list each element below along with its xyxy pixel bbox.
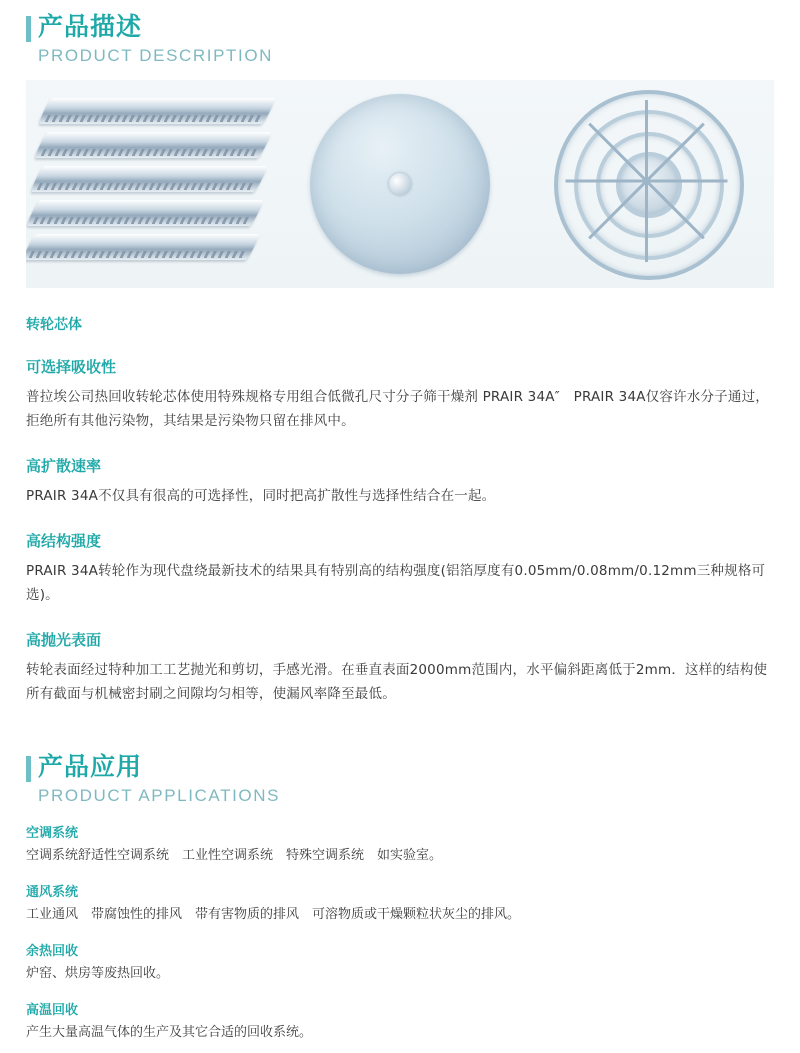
application-text-air-conditioning: 空调系统舒适性空调系统 工业性空调系统 特殊空调系统 如实验室。 (26, 848, 443, 863)
wheel-spoke (646, 180, 728, 183)
applications-list (26, 822, 774, 1044)
disc-hub-icon (389, 173, 411, 195)
blade-layer (38, 98, 277, 124)
wheel-illustration (554, 90, 744, 280)
blade-layer (26, 200, 264, 226)
blade-layer (26, 234, 260, 260)
application-title-waste-heat-recovery: 余热回收 (26, 944, 79, 959)
section-heading-product-applications (26, 752, 774, 808)
rotor-disc-photo (276, 80, 524, 288)
application-title-high-temperature-recovery: 高温回收 (26, 1003, 79, 1018)
wheel-spoke (566, 180, 648, 183)
feature-text-high-diffusion-rate: PRAIR 34A不仅具有很高的可选择性，同时把高扩散性与选择性结合在一起。 (26, 488, 496, 504)
feature-title-high-structural-strength: 高结构强度 (26, 532, 102, 550)
blade-stack-illustration (34, 96, 270, 272)
feature-text-high-polished-surface: 转轮表面经过特种加工工艺抛光和剪切，手感光滑。在垂直表面2000mm范围内，水平偏斜距离低于2mm．这样的结构使所有截面与机械密封刷之间隙均匀相等，使漏风率降至最低。 (26, 662, 768, 702)
section-product-description (26, 0, 774, 706)
feature-title-high-polished-surface: 高抛光表面 (26, 631, 102, 649)
disc-illustration (310, 94, 490, 274)
application-title-ventilation: 通风系统 (26, 885, 79, 900)
feature-text-selective-absorption: 普拉埃公司热回收转轮芯体使用特殊规格专用组合低微孔尺寸分子筛干燥剂 PRAIR 34A″ PRAIR 34A仅容许水分子通过，拒绝所有其他污染物，其结果是污染物只留在排风中。 (26, 389, 769, 429)
section-title-cn: 产品描述 (38, 12, 143, 41)
accent-bar-icon (26, 756, 31, 782)
blade-layer (34, 132, 273, 158)
stacked-saw-blades-photo (26, 80, 276, 288)
application-title-air-conditioning: 空调系统 (26, 826, 79, 841)
section-product-applications (26, 752, 774, 1044)
accent-bar-icon (26, 16, 31, 42)
product-image-banner (26, 80, 774, 288)
lead-title-rotor-core: 转轮芯体 (26, 317, 82, 333)
application-text-ventilation: 工业通风 带腐蚀性的排风 带有害物质的排风 可溶物质或干燥颗粒状灰尘的排风。 (26, 907, 521, 922)
application-text-waste-heat-recovery: 炉窑、烘房等废热回收。 (26, 966, 170, 981)
wheel-spoke (645, 100, 648, 182)
spiral-wheel-photo (524, 80, 774, 288)
feature-title-selective-absorption: 可选择吸收性 (26, 358, 117, 376)
feature-text-high-structural-strength: PRAIR 34A转轮作为现代盘绕最新技术的结果具有特别高的结构强度(铝箔厚度有0.05mm/0.08mm/0.12mm三种规格可选)。 (26, 563, 766, 603)
section-heading-product-description (26, 12, 774, 68)
application-text-high-temperature-recovery: 产生大量高温气体的生产及其它合适的回收系统。 (26, 1025, 313, 1040)
section-title-cn: 产品应用 (38, 752, 143, 781)
blade-layer (30, 166, 269, 192)
feature-title-high-diffusion-rate: 高扩散速率 (26, 457, 102, 475)
section-title-en: PRODUCT APPLICATIONS (38, 786, 281, 805)
section-title-en: PRODUCT DESCRIPTION (38, 46, 274, 65)
wheel-spoke (645, 180, 648, 262)
